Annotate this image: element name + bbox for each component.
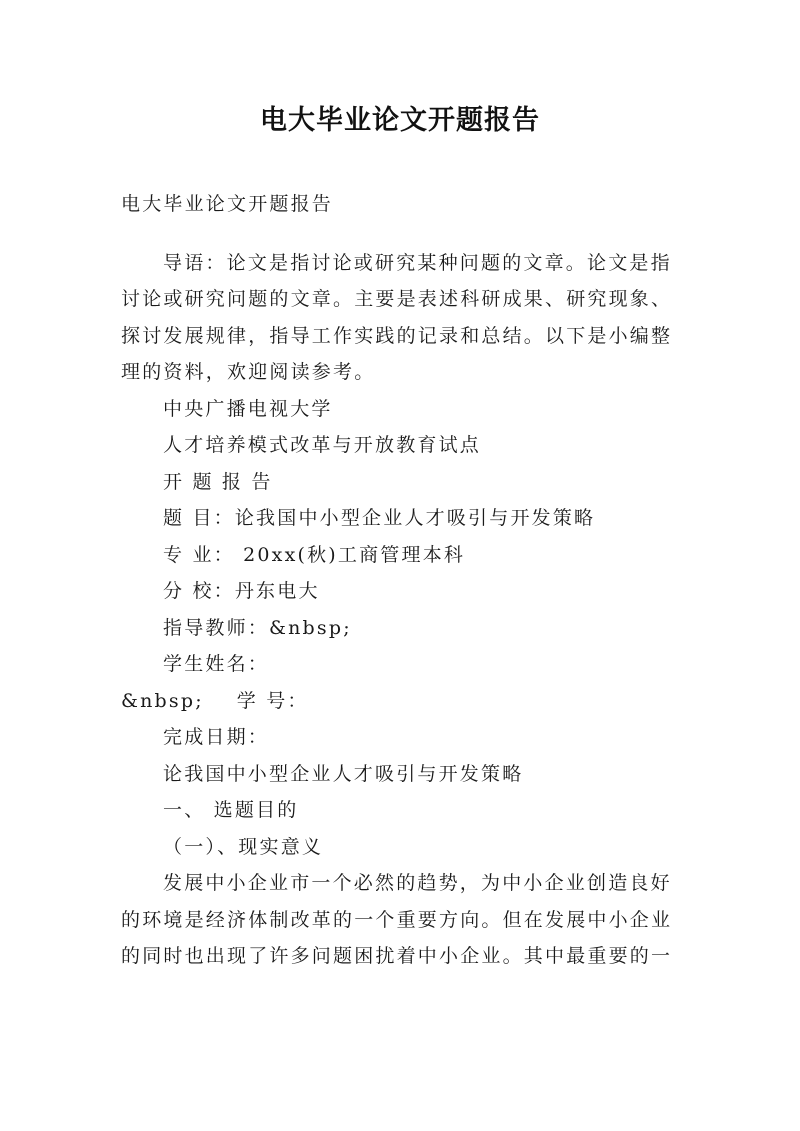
- document-subtitle: 电大毕业论文开题报告: [121, 193, 334, 215]
- program-name: 人才培养模式改革与开放教育试点: [163, 434, 482, 456]
- field-advisor: 指导教师：&nbsp;: [163, 616, 352, 639]
- field-student-name: 学生姓名：: [163, 653, 270, 675]
- report-label: 开 题 报 告: [163, 470, 273, 493]
- field-topic: 题 目：论我国中小型企业人才吸引与开发策略: [163, 507, 596, 529]
- subsection-heading: （一）、现实意义: [163, 835, 324, 858]
- intro-line-4: 理的资料，欢迎阅读参考。: [121, 361, 376, 383]
- field-branch: 分 校：丹东电大: [163, 580, 320, 602]
- field-student-id: &nbsp; 学 号：: [121, 689, 309, 712]
- body-line-2: 的环境是经济体制改革的一个重要方向。但在发展中小企业: [121, 908, 673, 931]
- field-date: 完成日期：: [163, 726, 270, 748]
- intro-line-1: 导语：论文是指讨论或研究某种问题的文章。论文是指: [163, 251, 672, 274]
- field-major: 专 业： 20xx(秋)工商管理本科: [163, 543, 466, 566]
- paper-title: 论我国中小型企业人才吸引与开发策略: [163, 762, 524, 785]
- university-name: 中央广播电视大学: [163, 397, 333, 420]
- section-heading: 一、 选题目的: [163, 799, 299, 821]
- document-title: 电大毕业论文开题报告: [260, 105, 540, 136]
- body-line-1: 发展中小企业市一个必然的趋势，为中小企业创造良好: [163, 872, 672, 894]
- intro-line-3: 探讨发展规律，指导工作实践的记录和总结。以下是小编整: [121, 324, 673, 347]
- intro-line-2: 讨论或研究问题的文章。主要是表述科研成果、研究现象、: [121, 288, 673, 310]
- document-body: [121, 186, 689, 975]
- body-line-3: 的同时也出现了许多问题困扰着中小企业。其中最重要的一: [121, 945, 673, 967]
